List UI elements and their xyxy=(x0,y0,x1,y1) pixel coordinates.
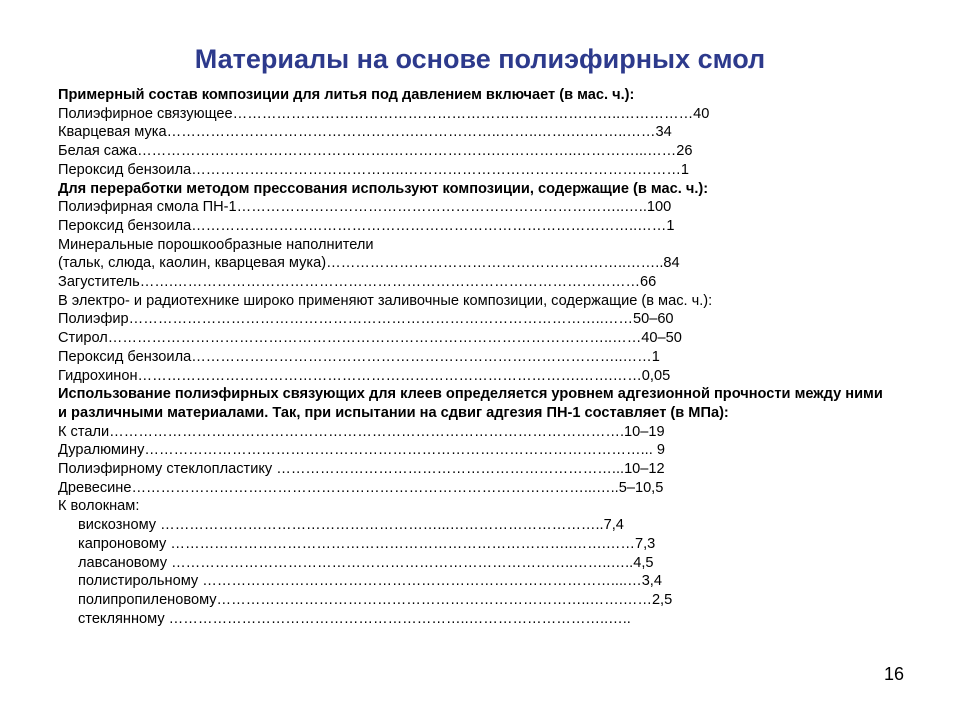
text-line: Полиэфир……………………………………………………………………………………..……50–60 xyxy=(58,311,674,328)
text-line: Пероксид бензоила……………………………………..…………………………………………………1 xyxy=(58,161,690,178)
section-heading: Для переработки методом прессования используют композиции, содержащие (в мас. ч.): xyxy=(58,180,709,197)
text-line: капроновому ………………………………………………………………………..…….……7,3 xyxy=(78,535,656,552)
text-line: Пероксид бензоила………………………………………………………………………………..……1 xyxy=(58,217,675,234)
content-body xyxy=(38,86,918,628)
section-heading: Использование полиэфирных связующих для клеев определяется уровнем адгезионной прочности между ними xyxy=(58,386,883,403)
text-line: Древесине…………………………………………………………………………………...…..5–10,5 xyxy=(58,479,664,496)
slide-title: Материалы на основе полиэфирных смол xyxy=(194,44,766,74)
text-line: Полиэфирное связующее……………………………………………………………………..……………40 xyxy=(58,105,710,122)
text-line: Пероксид бензоила……………………………………………………………………………..……1 xyxy=(58,348,660,365)
section-heading: и различными материалами. Так, при испытании на сдвиг адгезия ПН-1 составляет (в МПа): xyxy=(58,404,729,421)
text-line: (тальк, слюда, каолин, кварцевая мука)……………………………………………………..……..84 xyxy=(58,255,680,272)
text-line: вискозному …………………………………………………...…………………………..7,4 xyxy=(78,517,624,534)
text-line: Минеральные порошкообразные наполнители xyxy=(58,236,374,253)
text-line: В электро- и радиотехнике широко применяют заливочные композиции, содержащие (в мас. ч.): xyxy=(58,292,713,309)
page-number: 16 xyxy=(883,664,904,684)
text-line: Дуралюмину…………………………………………………………………………………………... 9 xyxy=(58,442,665,459)
text-line: Полиэфирному стеклопластику ……………………………………………………………...10–12 xyxy=(58,461,665,478)
text-line: К волокнам: xyxy=(58,498,140,515)
text-line: Гидрохинон……………………………………………………………………………….…….……0,05 xyxy=(58,367,671,384)
text-line: полипропиленовому…………………………………………………………………..…….……2,5 xyxy=(78,591,673,608)
text-line: Стирол…………………………………………………………………………………………..……40–50 xyxy=(58,330,682,347)
section-heading: Примерный состав композиции для литья под давлением включает (в мас. ч.): xyxy=(58,87,635,103)
text-line: лавсановому ………………………………………………………………………..……..…..4,5 xyxy=(78,554,654,571)
text-line: Полиэфирная смола ПН-1……………………………………………………………………..…..100 xyxy=(58,199,672,216)
text-line: К стали…………………………………………………………………………………………….10–19 xyxy=(58,423,665,440)
text-line: стеклянному ……………………………………………………..………………………..….. xyxy=(78,610,631,627)
text-line: полистирольному …………………………………………………………………………....…3,4 xyxy=(78,573,662,590)
text-line: Загуститель…….……………………………………………………………………………………66 xyxy=(58,274,657,291)
text-line: Кварцевая мука…………………………………………….……………..……..…….….……..……34 xyxy=(58,124,672,141)
text-line: Белая сажа…………………………………………….………………….……………..…………...……26 xyxy=(58,143,693,160)
